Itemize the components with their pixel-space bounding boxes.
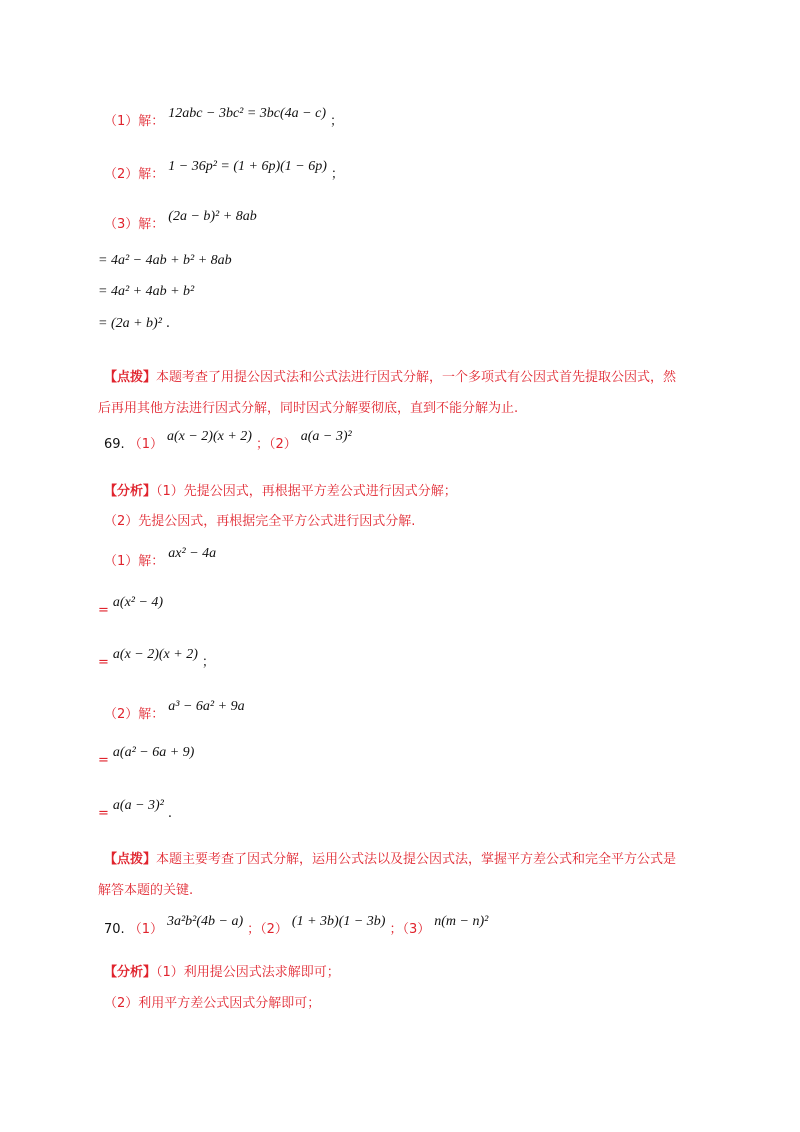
tip-paragraph-line bbox=[104, 366, 676, 385]
tip-text: 本题考查了用提公因式法和公式法进行因式分解，一个多项式有公因式首先提取公因式，然 bbox=[156, 370, 677, 385]
step-label: （3）解： bbox=[104, 217, 165, 232]
math-step bbox=[98, 743, 195, 768]
math-step bbox=[98, 643, 215, 670]
equals-sign: = bbox=[98, 806, 109, 821]
math-expression: 3a²b²(4b − a) bbox=[166, 914, 244, 929]
solution-line bbox=[104, 699, 245, 723]
math-expression: a(x − 2)(x + 2) bbox=[166, 429, 252, 444]
question-70-answer bbox=[104, 914, 489, 938]
math-expression: (1 + 3b)(1 − 3b) bbox=[291, 914, 386, 929]
math-expression: = (2a + b)² bbox=[98, 316, 162, 331]
tip-paragraph-line bbox=[104, 848, 676, 867]
step-label: （2）解： bbox=[104, 167, 165, 182]
math-expression: 12abc − 3bc² = 3bc(4a − c) bbox=[168, 106, 326, 121]
punctuation: ； bbox=[201, 655, 215, 670]
analysis-line: （2）利用平方差公式因式分解即可； bbox=[104, 996, 321, 1011]
math-step bbox=[98, 796, 173, 821]
math-step: = 4a² + 4ab + b² bbox=[98, 284, 195, 299]
math-expression: n(m − n)² bbox=[434, 914, 489, 929]
punctuation: . bbox=[165, 316, 171, 331]
part-separator: ；（2） bbox=[247, 922, 288, 937]
part-label: （1） bbox=[128, 437, 163, 452]
math-expression: a(a − 3)² bbox=[112, 798, 164, 813]
tip-paragraph-line: 解答本题的关键. bbox=[98, 883, 194, 898]
math-expression: 1 − 36p² = (1 + 6p)(1 − 6p) bbox=[168, 159, 327, 174]
analysis-line: （2）先提公因式，再根据完全平方公式进行因式分解. bbox=[104, 514, 416, 529]
equals-sign: = bbox=[98, 753, 109, 768]
tip-text: 本题主要考查了因式分解，运用公式法以及提公因式法，掌握平方差公式和完全平方公式是 bbox=[156, 852, 677, 867]
step-label: （1）解： bbox=[104, 114, 165, 129]
analysis-text: （1）利用提公因式法求解即可； bbox=[156, 965, 340, 980]
analysis-text: （1）先提公因式，再根据平方差公式进行因式分解； bbox=[156, 484, 457, 499]
equals-sign: = bbox=[98, 655, 109, 670]
question-69-answer bbox=[104, 429, 352, 453]
punctuation: ； bbox=[330, 114, 344, 129]
math-step bbox=[98, 593, 164, 618]
analysis-line bbox=[104, 961, 340, 980]
math-expression: a(x − 2)(x + 2) bbox=[112, 647, 198, 662]
question-number: 70. bbox=[104, 922, 125, 937]
math-expression: (2a − b)² + 8ab bbox=[168, 209, 257, 224]
step-label: （1）解： bbox=[104, 554, 165, 569]
tip-tag: 【点拨】 bbox=[104, 370, 157, 385]
question-number: 69. bbox=[104, 437, 125, 452]
math-step-final bbox=[98, 314, 170, 332]
part-separator: ；（3） bbox=[389, 922, 431, 937]
analysis-tag: 【分析】 bbox=[104, 965, 157, 980]
solution-line-2 bbox=[104, 159, 344, 183]
math-expression: a(a² − 6a + 9) bbox=[112, 745, 195, 760]
punctuation: . bbox=[167, 806, 173, 821]
solution-line-1 bbox=[104, 106, 344, 130]
solution-line-3 bbox=[104, 209, 257, 233]
math-step: = 4a² − 4ab + b² + 8ab bbox=[98, 253, 232, 268]
math-expression: a(a − 3)² bbox=[300, 429, 352, 444]
part-separator: ；（2） bbox=[255, 437, 297, 452]
math-expression: a(x² − 4) bbox=[112, 595, 164, 610]
analysis-tag: 【分析】 bbox=[104, 484, 157, 499]
tip-tag: 【点拨】 bbox=[104, 852, 157, 867]
part-label: （1） bbox=[128, 922, 163, 937]
tip-paragraph-line: 后再用其他方法进行因式分解，同时因式分解要彻底，直到不能分解为止. bbox=[98, 401, 519, 416]
equals-sign: = bbox=[98, 603, 109, 618]
analysis-line bbox=[104, 480, 457, 499]
math-expression: ax² − 4a bbox=[168, 546, 217, 561]
step-label: （2）解： bbox=[104, 707, 165, 722]
punctuation: ； bbox=[330, 167, 344, 182]
math-expression: a³ − 6a² + 9a bbox=[168, 699, 245, 714]
solution-line bbox=[104, 546, 217, 570]
